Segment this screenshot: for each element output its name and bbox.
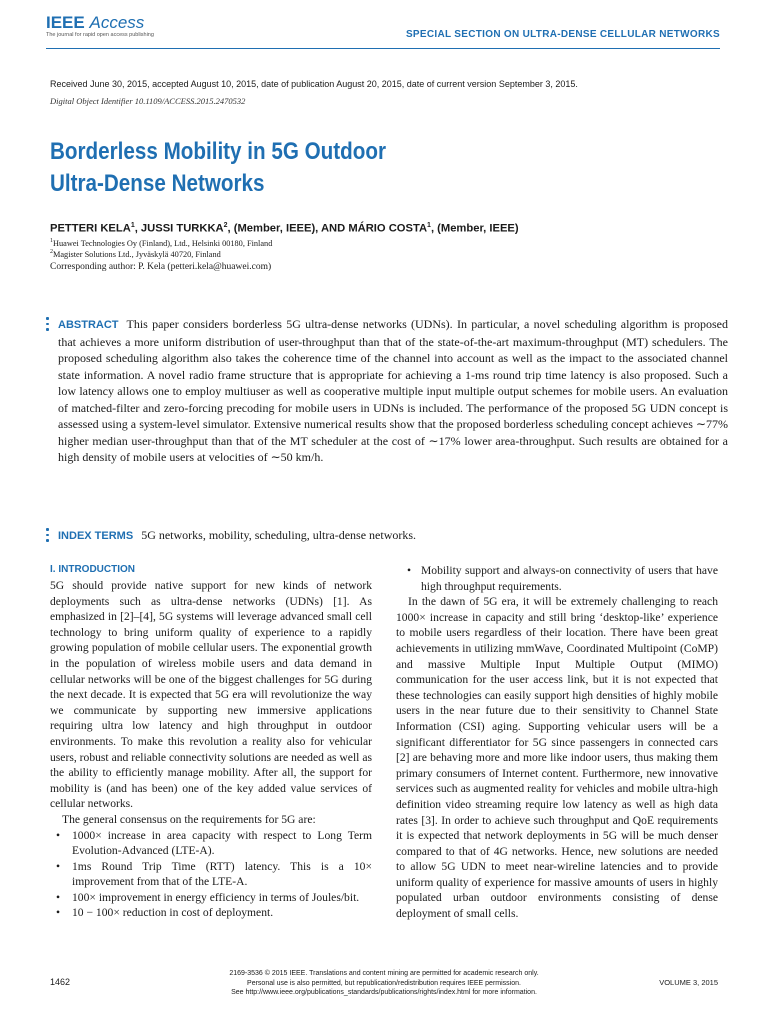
list-item: • 100× improvement in energy efficiency in terms of Joules/bit.: [50, 890, 372, 906]
list-item: • Mobility support and always-on connectivity of users that have high throughput requirements.: [396, 563, 718, 594]
intro-paragraph-2: The general consensus on the requirements for 5G are:: [62, 812, 316, 826]
index-terms-text: 5G networks, mobility, scheduling, ultra-dense networks.: [141, 528, 417, 542]
index-terms-label: INDEX TERMS: [58, 530, 134, 542]
author-3: , (Member, IEEE), AND MÁRIO COSTA: [227, 222, 428, 235]
abstract: [58, 316, 728, 466]
abstract-label: ABSTRACT: [58, 319, 119, 331]
requirements-list-continued: [396, 563, 718, 594]
author-3-sup: 1: [427, 222, 431, 229]
intro-paragraph-1: 5G should provide native support for new kinds of network deployments such as ultra-dense networks (UDNs) [1]. As emphasized in [2]–[4], 5G systems will leverage advanced small cell technology to bring uniform quality of experience to a rapidly growing population of mobile cellular users. The exponential growth in the population of wireless mobile users and data demand in cellular networks will be one of the biggest challenges for 5G during the next decade. It is expected that 5G era will revolutionize the way we communicate by supporting new immersive applications requiring ultra low latency and high throughput in outdoor environments. To make this revolution a reality also for vehicular users, robust and reliable connectivity solutions are needed as well as the ability to efficiently manage mobility. After all, the support for mobility is (and has been) one of the key added value services of cellular networks.: [50, 579, 372, 811]
author-1-sup: 1: [130, 222, 135, 229]
received-dates: Received June 30, 2015, accepted August 10, 2015, date of publication August 20, 2015, date of current version September 3, 2015.: [50, 79, 578, 89]
author-list: [50, 222, 519, 235]
requirements-list: [50, 828, 372, 922]
page-number: 1462: [50, 977, 71, 987]
header-divider: [46, 48, 720, 49]
affiliation-1: $^1$Huawei Technologies Oy (Finland), Ltd., Helsinki 00180, Finland: [50, 238, 273, 248]
doi: Digital Object Identifier 10.1109/ACCESS.2015.2470532: [50, 96, 246, 106]
title-line-2: Ultra-Dense Networks: [50, 170, 265, 197]
author-1: PETTERI KELA: [50, 222, 131, 235]
list-item: • 1000× increase in area capacity with respect to Long Term Evolution-Advanced (LTE-A).: [50, 828, 372, 859]
volume-label: VOLUME 3, 2015: [659, 978, 718, 987]
index-terms-marker-icon: [46, 528, 49, 545]
right-column: [396, 563, 718, 922]
copyright-notice: 2169-3536 © 2015 IEEE. Translations and content mining are permitted for academic research only. Personal use is also permitted, but republication/redistribution requires IEEE permission. See http://www.ieee.org/publications_standards/publications/rights/index.html for more information.: [229, 970, 539, 996]
corresponding-author: Corresponding author: P. Kela (petteri.kela@huawei.com): [50, 262, 272, 272]
paper-title: [50, 136, 386, 200]
affiliation-2: $^2$Magister Solutions Ltd., Jyväskylä 40720, Finland: [50, 249, 221, 259]
title-line-1: Borderless Mobility in 5G Outdoor: [50, 138, 387, 165]
list-item: • 10 − 100× reduction in cost of deployment.: [50, 905, 372, 921]
index-terms: [58, 528, 416, 543]
section-header: SPECIAL SECTION ON ULTRA-DENSE CELLULAR NETWORKS: [405, 29, 720, 40]
author-2-sup: 2: [223, 222, 228, 229]
abstract-text: This paper considers borderless 5G ultra-dense networks (UDNs). In particular, a novel scheduling algorithm is proposed that achieves a more uniform distribution of user-throughput than that of the state-of-the-art maximum-throughput (MT) schedulers. The proposed scheduling algorithm also takes the coherence time of the channel into account as well as the impact to the associated channel state information. A novel radio frame structure that is appropriate for achieving a 1-ms round trip time latency is also proposed. Such a low latency allows one to employ multiuser as well as cooperative multiple input multiple output schemes for mobile users. An evaluation of matched-filter and zero-forcing precoding for mobile users in UDNs is included. The performance of the proposed 5G UDN concept is assessed using a system-level simulator. Extensive numerical results show that the proposed borderless scheduling concept achieves ∼77% higher median user-throughput than that of the MT scheduler at the cost of ∼17% lower area-throughput. Such results are obtained for a high density of mobile users at velocities of ∼50 km/h.: [58, 317, 728, 464]
section-heading-introduction: I. INTRODUCTION: [50, 564, 135, 575]
journal-logo: [46, 14, 154, 39]
left-column: [50, 563, 372, 921]
author-2: , JUSSI TURKKA: [134, 222, 224, 235]
author-4: , (Member, IEEE): [430, 222, 519, 235]
abstract-marker-icon: [46, 317, 49, 334]
journal-name-bold: IEEE: [46, 13, 85, 32]
list-item: • 1ms Round Trip Time (RTT) latency. This is a 10× improvement from that of the LTE-A.: [50, 859, 372, 890]
journal-name-italic: Access: [89, 13, 145, 32]
journal-tagline: The journal for rapid open access publishing: [46, 32, 154, 38]
intro-paragraph-3: In the dawn of 5G era, it will be extremely challenging to reach 1000× increase in capacity and still bring ‘desktop-like’ experience to mobile users regardless of their location. There have been great achievements in utilizing mmWave, Coordinated Multipoint (CoMP) and massive Multiple Input Multiple Output (MIMO) communication for the user access link, but it is not expected that these technologies can easily support high densities of highly mobile users in the near future due to their sensitivity to Channel State Information (CSI) aging. Supporting vehicular users will be a significant differentiator for 5G since passengers in connected cars [2] are behaving more and more like indoor users, thus making them primary consumers of Internet content. Furthermore, new innovative services such as augmented reality for vehicles and mobile ultra-high definition video streaming require low latency as well as high data rates [3]. In order to achieve such throughput and QoE requirements it is expected that network deployments in 5G will be much denser compared to that of 4G networks. Hence, new solutions are needed to allow 5G UDN to meet near-wireline latencies and to provide uniform quality of experience for massive amounts of users in highly populated urban outdoor environments consisting of dense deployment of small cells.: [396, 595, 718, 921]
